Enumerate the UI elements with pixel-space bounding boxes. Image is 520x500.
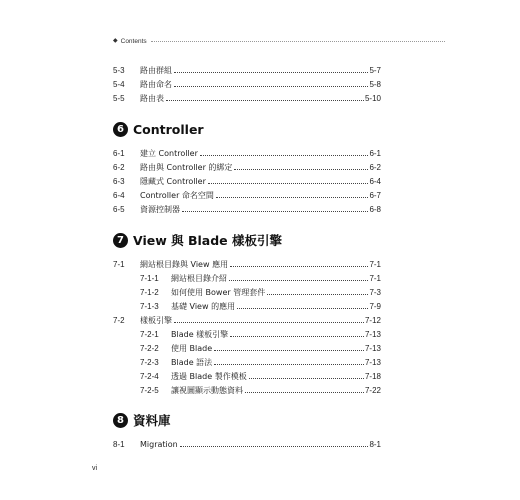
toc-entry-title: 透過 Blade 製作模板 (171, 371, 247, 381)
chapter-title: View 與 Blade 樣板引擎 (133, 233, 282, 248)
toc-entry-title: 路由命名 (140, 79, 172, 89)
toc-subentry[interactable] (140, 328, 381, 340)
chapter-number-badge: 8 (113, 413, 128, 428)
toc-entry-title: 隱藏式 Controller (140, 176, 206, 186)
toc-entry-page: 7-13 (364, 343, 381, 353)
running-header (113, 35, 445, 47)
toc-entry-page: 6-7 (369, 190, 381, 200)
dot-leader (174, 72, 368, 73)
chapter-heading (113, 411, 171, 429)
toc-entry-number: 6-5 (113, 204, 125, 214)
chapter-heading (113, 120, 204, 138)
toc-entry[interactable] (113, 64, 381, 76)
toc-entry-title: 網站根目錄與 View 應用 (140, 259, 229, 269)
dot-leader (245, 392, 364, 393)
toc-entry-title: Migration (140, 439, 178, 449)
toc-entry-page: 7-12 (364, 315, 381, 325)
toc-entry-number: 7-1-3 (140, 301, 159, 311)
toc-entry-number: 7-2 (113, 315, 125, 325)
toc-entry[interactable] (113, 92, 381, 104)
toc-entry-number: 6-1 (113, 148, 125, 158)
dot-leader (216, 197, 369, 198)
running-header-label: Contents (120, 37, 147, 45)
toc-entry-page: 6-2 (369, 162, 381, 172)
toc-entry-number: 7-2-4 (140, 371, 159, 381)
toc-entry-page: 7-18 (364, 371, 381, 381)
toc-entry-number: 8-1 (113, 439, 125, 449)
toc-entry-page: 6-1 (369, 148, 381, 158)
toc-entry-page: 7-1 (369, 259, 381, 269)
toc-entry-page: 7-9 (369, 301, 381, 311)
toc-entry-page: 7-22 (364, 385, 381, 395)
diamond-bullet-icon: ◆ (113, 37, 118, 44)
chapter-number-badge: 6 (113, 122, 128, 137)
dot-leader (237, 308, 368, 309)
toc-entry-title: 樣板引擎 (140, 315, 172, 325)
toc-entry-number: 6-4 (113, 190, 125, 200)
toc-entry-number: 7-2-1 (140, 329, 159, 339)
dot-leader (182, 211, 368, 212)
toc-subentry[interactable] (140, 300, 381, 312)
toc-entry[interactable] (113, 314, 381, 326)
toc-entry-number: 7-1 (113, 259, 125, 269)
toc-entry-title: Blade 語法 (171, 357, 213, 367)
dot-leader (214, 350, 364, 351)
toc-subentry[interactable] (140, 356, 381, 368)
dot-leader (174, 322, 364, 323)
toc-entry-number: 5-5 (113, 93, 125, 103)
dot-leader (214, 364, 364, 365)
toc-entry-number: 7-1-2 (140, 287, 159, 297)
dot-leader (200, 155, 369, 156)
toc-entry[interactable] (113, 203, 381, 215)
chapter-number-badge: 7 (113, 233, 128, 248)
dot-leader (234, 169, 368, 170)
dot-leader (230, 336, 364, 337)
toc-entry-title: 資源控制器 (140, 204, 180, 214)
toc-entry[interactable] (113, 258, 381, 270)
toc-entry[interactable] (113, 438, 381, 450)
toc-entry-title: 讓視圖顯示動態資料 (171, 385, 243, 395)
toc-entry-page: 7-13 (364, 357, 381, 367)
dot-leader (180, 446, 369, 447)
toc-entry-number: 5-3 (113, 65, 125, 75)
toc-entry-title: Controller 命名空間 (140, 190, 214, 200)
toc-entry-number: 7-2-3 (140, 357, 159, 367)
toc-entry-title: 如何使用 Bower 管理套件 (171, 287, 266, 297)
dot-leader (230, 266, 368, 267)
toc-entry[interactable] (113, 189, 381, 201)
page-number: vi (92, 465, 98, 472)
toc-entry-page: 7-1 (369, 273, 381, 283)
toc-entry-page: 6-8 (369, 204, 381, 214)
dot-leader (229, 280, 368, 281)
toc-entry[interactable] (113, 161, 381, 173)
toc-entry-title: 路由與 Controller 的綁定 (140, 162, 233, 172)
dot-leader (174, 86, 368, 87)
toc-entry-number: 6-2 (113, 162, 125, 172)
toc-entry-title: 建立 Controller (140, 148, 198, 158)
toc-entry[interactable] (113, 147, 381, 159)
toc-subentry[interactable] (140, 272, 381, 284)
chapter-title: Controller (133, 121, 204, 137)
toc-entry-page: 5-10 (364, 93, 381, 103)
toc-entry-page: 6-4 (369, 176, 381, 186)
dot-leader (267, 294, 368, 295)
toc-entry-title: 路由表 (140, 93, 164, 103)
toc-entry-page: 5-8 (369, 79, 381, 89)
toc-entry-number: 6-3 (113, 176, 125, 186)
toc-entry-title: Blade 樣板引擎 (171, 329, 229, 339)
dot-leader (208, 183, 369, 184)
toc-entry-page: 7-13 (364, 329, 381, 339)
toc-entry[interactable] (113, 175, 381, 187)
toc-entry-number: 5-4 (113, 79, 125, 89)
chapter-title: 資料庫 (133, 413, 171, 428)
toc-entry-title: 使用 Blade (171, 343, 213, 353)
dot-leader (166, 100, 364, 101)
chapter-heading (113, 231, 282, 249)
dot-leader (249, 378, 364, 379)
toc-entry-page: 7-3 (369, 287, 381, 297)
toc-subentry[interactable] (140, 286, 381, 298)
toc-entry-page: 5-7 (369, 65, 381, 75)
toc-entry-title: 網站根目錄介紹 (171, 273, 227, 283)
toc-subentry[interactable] (140, 370, 381, 382)
header-rule (151, 41, 445, 42)
toc-subentry[interactable] (140, 384, 381, 396)
toc-subentry[interactable] (140, 342, 381, 354)
toc-entry-page: 8-1 (369, 439, 381, 449)
toc-entry-title: 路由群組 (140, 65, 172, 75)
toc-entry-number: 7-2-2 (140, 343, 159, 353)
toc-entry-number: 7-1-1 (140, 273, 159, 283)
toc-entry-title: 基礎 View 的應用 (171, 301, 236, 311)
toc-entry-number: 7-2-5 (140, 385, 159, 395)
toc-entry[interactable] (113, 78, 381, 90)
